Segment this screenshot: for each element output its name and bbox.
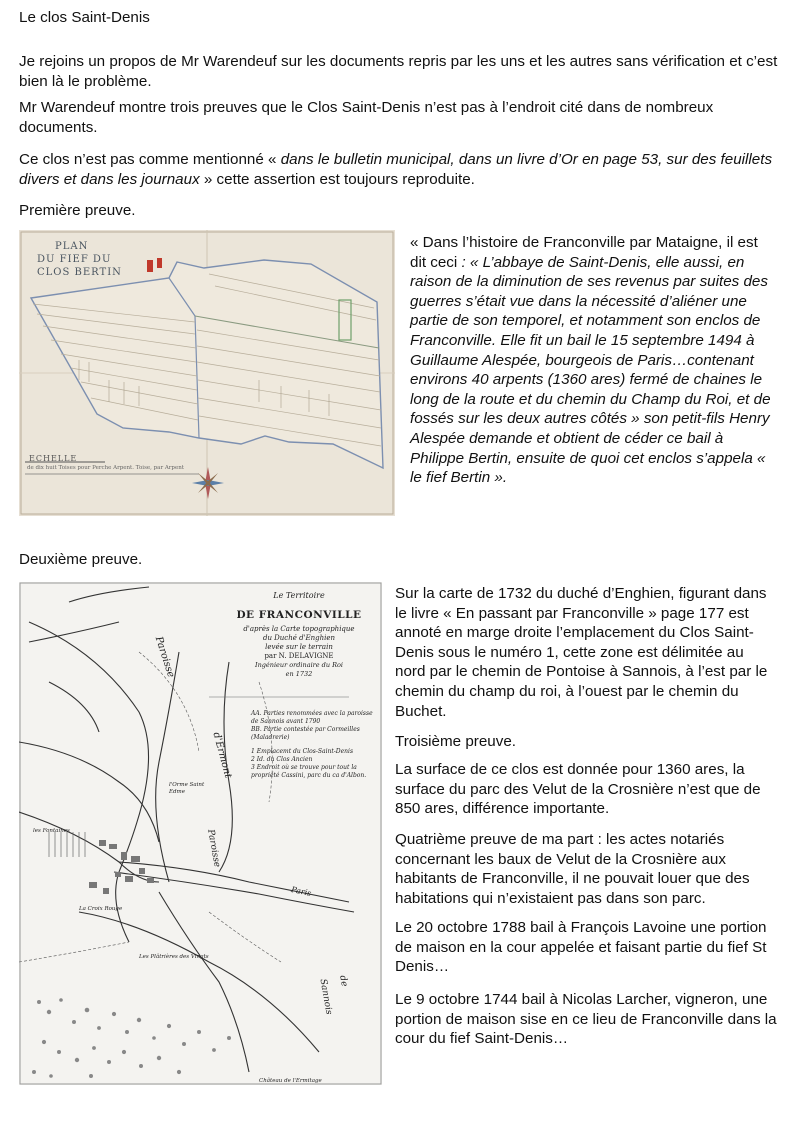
map1-scale-label: ECHELLE [29, 454, 78, 463]
map1-title-line1: PLAN [55, 241, 89, 252]
map2-title-line1: Le Territoire [273, 591, 325, 600]
preuve1-lead: « Dans l’histoire de Franconville par Mataigne, il est dit ceci [410, 234, 758, 271]
preuve4-text: Quatrième preuve de ma part : les actes notariés concernant les baux de Velut de la Crosnière aux habitants de Franconville, il ne pouvait louer que des habitations qui n’existaient pas dans son parc. [395, 831, 750, 907]
map2-label-chateau: Château de l'Ermitage [259, 1078, 322, 1084]
map2-title-line8: en 1732 [285, 670, 313, 679]
map2-label-fontaines: les Fontaines [33, 828, 70, 834]
para3-quote: dans le bulletin municipal, dans un livre d’Or en page 53, sur des feuillets divers et dans les journaux [19, 151, 773, 188]
map2-label-sannois: de Sannois [317, 974, 349, 1016]
map1-scale-note: de dix huit Toises pour Perche Arpent. Toise, par Arpent [27, 465, 184, 471]
heading-deuxieme-preuve: Deuxième preuve. [19, 551, 143, 568]
map2-cartouche [224, 586, 374, 679]
preuve1-quote: : « L’abbaye de Saint-Denis, elle aussi, en raison de la diminution de ses revenus par suites des guerres s’était vue dans la nécessité d’aliéner une partie de son temporel, et notamment son enclos de Franconville. Elle fit un bail le 15 septembre 1494 à Guillaume Alespée, bourgeois de Paris…contenant environs 40 arpents (1360 ares) fermé de chaines le long de la route et du chemin du Champ du Roi, et de fossés sur les deux autres côtés » son petit-fils Henry Alespée demande et obtient de céder ce bail à Philippe Bertin, ensuite de quoi cet enclos s’appela « le fief Bertin ». [410, 253, 771, 487]
preuve2-text: Sur la carte de 1732 du duché d’Enghien, figurant dans le livre « En passant par Franconville » page 177 est annoté en marge droite l’emplacement du Clos Saint-Denis sous le numéro 1, cette zone est délimitée au nord par le chemin de Pontoise à Sannois, à l’est par le chemin du champ du roi, à l’ouest par le chemin du Buchet. [395, 585, 768, 720]
map2-title-line3: d'après la Carte topographique [243, 625, 355, 634]
map2-legend-5: 3 Endroit où se trouve pour tout la propriété Cassini, parc du ca d'Albon. [251, 764, 367, 779]
map2-label-croix: La Croix Rouge [79, 906, 123, 912]
heading-premiere-preuve: Première preuve. [19, 202, 136, 219]
map2-legend-1: AA. Parties renommées avec la paroisse de Sannois avant 1790 [251, 710, 373, 725]
map2-title-line2: DE FRANCONVILLE [236, 608, 362, 621]
map2-title-line6: par N. DELAVIGNE [264, 652, 334, 661]
map2-label-orme: l'Orme Saint Edme [169, 782, 205, 795]
map2-title-line7: Ingénieur ordinaire du Roi [255, 661, 343, 670]
map2-label-ermont: d'Ermont [210, 731, 234, 780]
page-title: Le clos Saint-Denis [19, 9, 150, 26]
map2-label-paroisse: Paroisse [152, 635, 177, 679]
map2-label-paroisse-2: Paroisse [205, 828, 222, 869]
para3-lead: Ce clos n’est pas comme mentionné « [19, 151, 281, 168]
preuve3-text: La surface de ce clos est donnée pour 1360 ares, la surface du parc des Velut de la Crosnière n’est que de 850 ares, différence importante. [395, 761, 761, 818]
map2-legend-3: 1 Emplacemt du Clos-Saint-Denis [251, 748, 354, 755]
map1-title-line2: DU FIEF DU [37, 254, 112, 265]
map2-legend-4: 2 Id. du Clos Ancien [251, 756, 313, 763]
map2-title-line5: levée sur le terrain [265, 643, 333, 652]
intro-paragraph-1: Je rejoins un propos de Mr Warendeuf sur les documents repris par les uns et les autres sans vérification et c’est bien là le problème. [19, 53, 778, 90]
map1-title [37, 240, 122, 279]
preuve1-text [410, 233, 774, 488]
map2-legend-2: BB. Partie contestée par Cormeilles (Maladrerie) [251, 726, 360, 741]
heading-troisieme-preuve: Troisième preuve. [395, 733, 516, 750]
intro-paragraph-3 [19, 150, 779, 189]
acte-1788: Le 20 octobre 1788 bail à François Lavoine une portion de maison en la cour appelée et faisant partie du fief St Denis… [395, 919, 767, 976]
map2-label-paris: Paris [290, 884, 313, 899]
map1-title-line3: CLOS BERTIN [37, 267, 122, 278]
map2-label-vignes: Les Plâtrières des Vingts [139, 954, 209, 960]
map-plan-clos-bertin [19, 230, 395, 516]
para3-tail: » cette assertion est toujours reproduite. [199, 170, 475, 188]
map2-legend [251, 710, 377, 780]
map2-title-line4: du Duché d'Enghien [262, 634, 336, 643]
intro-paragraph-2: Mr Warendeuf montre trois preuves que le Clos Saint-Denis n’est pas à l’endroit cité dans de nombreux documents. [19, 99, 714, 136]
acte-1744: Le 9 octobre 1744 bail à Nicolas Larcher, vigneron, une portion de maison sise en ce lieu de Franconville dans la cour du fief Saint-Denis… [395, 991, 777, 1048]
map-territoire-franconville [19, 582, 382, 1085]
